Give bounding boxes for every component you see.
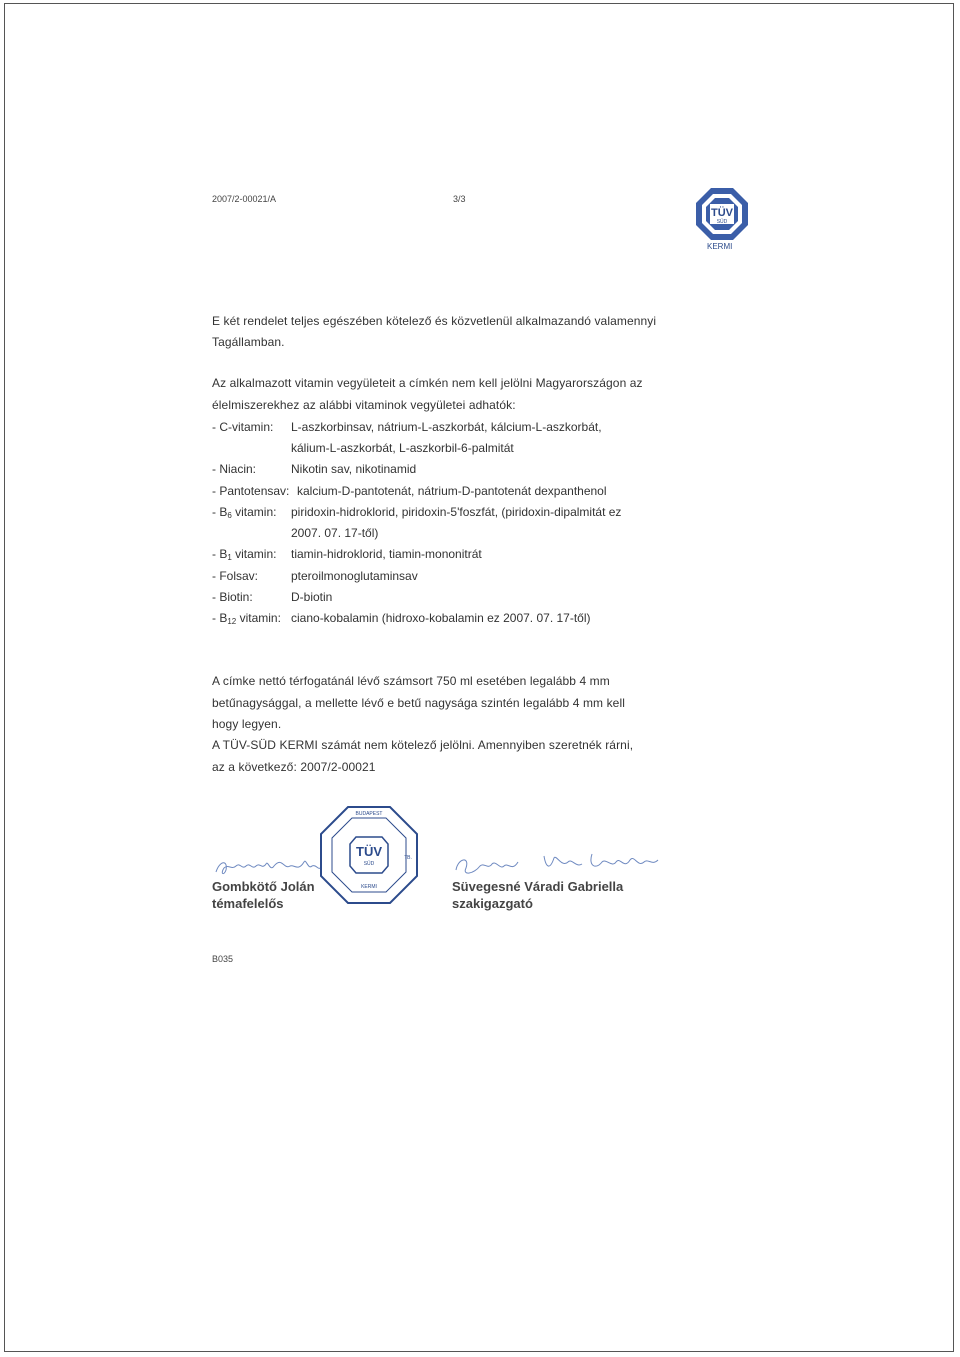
folsav-label: - Folsav: — [212, 569, 259, 583]
vitamin-b6-label — [212, 505, 276, 520]
logo-subtext: SÜD — [716, 219, 728, 225]
vitamin-b1-prefix: - B — [212, 547, 228, 561]
vitamin-b12-label — [212, 611, 281, 626]
stamp-top-text: BUDAPEST — [355, 811, 383, 817]
signatory-left-name: Gombkötő Jolán — [212, 879, 315, 894]
tuv-stamp-icon — [318, 804, 420, 906]
paragraph-2-line-1: Az alkalmazott vitamin vegyületeit a címkén nem kell jelölni Magyarországon az — [212, 376, 643, 390]
pantotensav-label: - Pantotensav: — [212, 484, 290, 498]
stamp-text: TÜV — [356, 844, 382, 859]
paragraph-1-line-1: E két rendelet teljes egészében kötelező és közvetlenül alkalmazandó valamennyi — [212, 314, 657, 328]
vitamin-b12-line-1: ciano-kobalamin (hidroxo-kobalamin ez 2007. 07. 17-től) — [291, 611, 591, 625]
vitamin-b6-line-2: 2007. 07. 17-től) — [291, 526, 379, 540]
vitamin-b6-sub: 6 — [227, 511, 232, 520]
vitamin-b12-sub: 12 — [227, 617, 237, 626]
paragraph-1-line-2: Tagállamban. — [212, 335, 285, 349]
vitamin-b6-prefix: - B — [212, 505, 228, 519]
stamp-subtext: SÜD — [363, 861, 375, 867]
logo-text: TÜV — [711, 207, 733, 219]
biotin-line-1: D-biotin — [291, 590, 333, 604]
paragraph-2-line-2: élelmiszerekhez az alábbi vitaminok vegyületei adhatók: — [212, 398, 516, 412]
signatory-left-role: témafelelős — [212, 896, 284, 911]
vitamin-c-line-2: kálium-L-aszkorbát, L-aszkorbil-6-palmitát — [291, 441, 514, 455]
closing-line-4: A TÜV-SÜD KERMI számát nem kötelező jelölni. Amennyiben szeretnék rárni, — [212, 738, 634, 752]
vitamin-b1-suffix: vitamin: — [231, 547, 277, 561]
vitamin-b6-suffix: vitamin: — [231, 505, 277, 519]
footer-code: B035 — [212, 954, 234, 964]
vitamin-b1-label — [212, 547, 276, 562]
page-number: 3/3 — [453, 194, 466, 204]
vitamin-c-line-1: L-aszkorbinsav, nátrium-L-aszkorbát, kálcium-L-aszkorbát, — [291, 420, 602, 434]
niacin-label: - Niacin: — [212, 462, 257, 476]
pantotensav-line-1: kalcium-D-pantotenát, nátrium-D-pantotenát dexpanthenol — [297, 484, 607, 498]
vitamin-b1-line-1: tiamin-hidroklorid, tiamin-mononitrát — [291, 547, 482, 561]
tuv-sud-logo-icon — [694, 186, 750, 242]
stamp-side-text: TB. — [404, 855, 412, 861]
vitamin-b12-suffix: vitamin: — [236, 611, 281, 625]
closing-line-3: hogy legyen. — [212, 717, 282, 731]
niacin-line-1: Nikotin sav, nikotinamid — [291, 462, 417, 476]
closing-line-2: betűnagysággal, a mellette lévő e betű nagysága szintén legalább 4 mm kell — [212, 696, 625, 710]
closing-line-1: A címke nettó térfogatánál lévő számsort 750 ml esetében legalább 4 mm — [212, 674, 610, 688]
signatory-right-role: szakigazgató — [452, 896, 533, 911]
closing-line-5: az a következő: 2007/2-00021 — [212, 760, 376, 774]
stamp-bottom-text: KERMI — [361, 884, 377, 890]
vitamin-b6-line-1: piridoxin-hidroklorid, piridoxin-5'foszfát, (piridoxin-dipalmitát ez — [291, 505, 622, 519]
vitamin-c-label: - C-vitamin: — [212, 420, 274, 434]
biotin-label: - Biotin: — [212, 590, 253, 604]
folsav-line-1: pteroilmonoglutaminsav — [291, 569, 418, 583]
vitamin-b1-sub: 1 — [227, 553, 232, 562]
document-number: 2007/2-00021/A — [212, 194, 277, 204]
vitamin-b12-prefix: - B — [212, 611, 228, 625]
signatory-right-name: Süvegesné Váradi Gabriella — [452, 879, 624, 894]
logo-caption: KERMI — [707, 242, 733, 251]
